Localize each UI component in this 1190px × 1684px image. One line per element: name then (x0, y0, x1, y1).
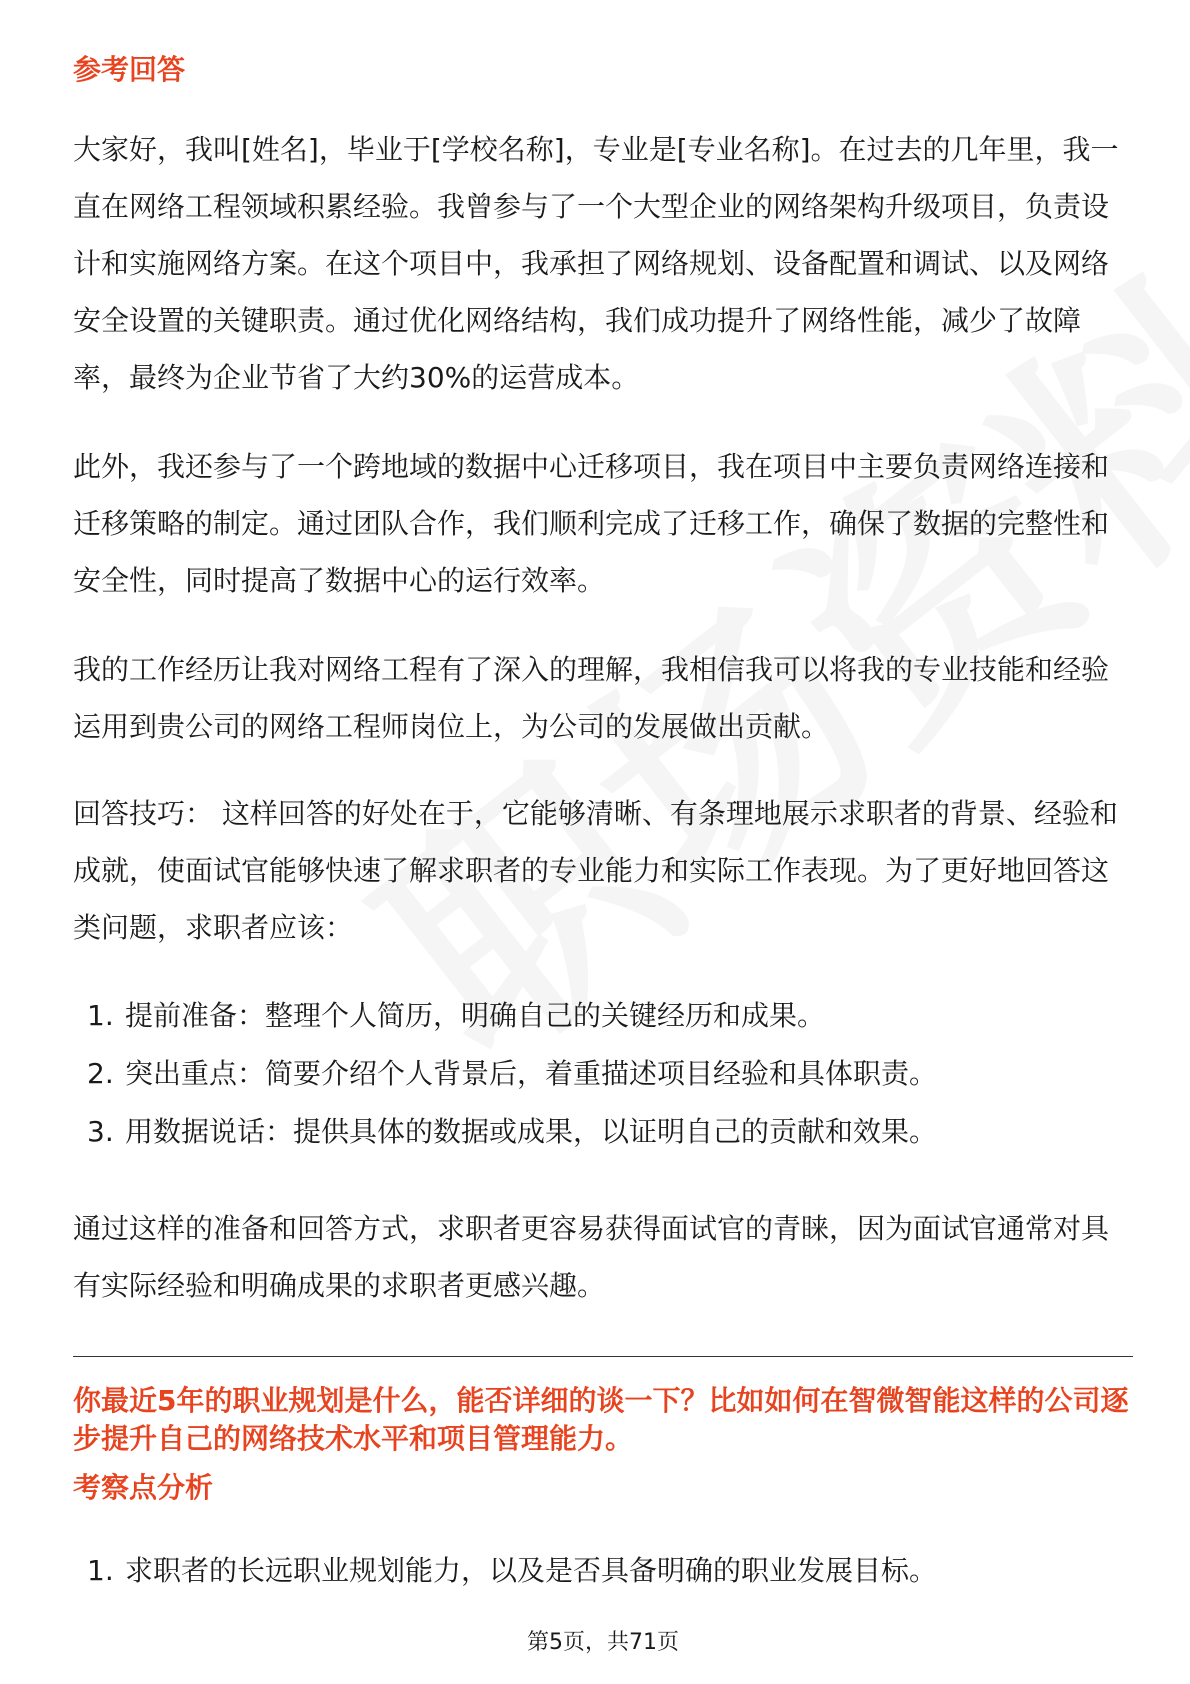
paragraph-migration: 此外，我还参与了一个跨地域的数据中心迁移项目，我在项目中主要负责网络连接和迁移策略的制定。通过团队合作，我们顺利完成了迁移工作，确保了数据的完整性和安全性，同时提高了数据中心的运行效率。 (73, 450, 1110, 597)
section-divider (73, 1356, 1133, 1357)
paragraph-summary: 我的工作经历让我对网络工程有了深入的理解，我相信我可以将我的专业技能和经验运用到贵公司的网络工程师岗位上，为公司的发展做出贡献。 (73, 653, 1110, 743)
list-item-number: 1. (87, 1554, 114, 1587)
section-title-analysis: 考察点分析 (73, 1471, 214, 1504)
document-page (73, 0, 1133, 1684)
list-item (73, 1542, 1133, 1600)
analysis-list (73, 1542, 1133, 1600)
question-heading: 你最近5年的职业规划是什么，能否详细的谈一下？比如如何在智微智能这样的公司逐步提升自己的网络技术水平和项目管理能力。 (73, 1384, 1129, 1455)
list-item (73, 987, 1133, 1045)
list-item-text: 用数据说话：提供具体的数据或成果，以证明自己的贡献和效果。 (125, 1115, 938, 1148)
paragraph-conclusion: 通过这样的准备和回答方式，求职者更容易获得面试官的青睐，因为面试官通常对具有实际经验和明确成果的求职者更感兴趣。 (73, 1212, 1110, 1302)
paragraph-tips: 回答技巧： 这样回答的好处在于，它能够清晰、有条理地展示求职者的背景、经验和成就，使面试官能够快速了解求职者的专业能力和实际工作表现。为了更好地回答这类问题，求职者应该： (73, 797, 1118, 944)
list-item-number: 3. (87, 1115, 114, 1148)
list-item-text: 突出重点：简要介绍个人背景后，着重描述项目经验和具体职责。 (125, 1057, 938, 1090)
list-item (73, 1045, 1133, 1103)
list-item-number: 1. (87, 999, 114, 1032)
paragraph-intro: 大家好，我叫[姓名]，毕业于[学校名称]，专业是[专业名称]。在过去的几年里，我一直在网络工程领域积累经验。我曾参与了一个大型企业的网络架构升级项目，负责设计和实施网络方案。在这个项目中，我承担了网络规划、设备配置和调试、以及网络安全设置的关键职责。通过优化网络结构，我们成功提升了网络性能，减少了故障率，最终为企业节省了大约30%的运营成本。 (73, 133, 1119, 394)
list-item-text: 求职者的长远职业规划能力，以及是否具备明确的职业发展目标。 (125, 1554, 938, 1587)
tips-list (73, 987, 1133, 1161)
page-footer: 第5页，共71页 (527, 1630, 679, 1655)
list-item-number: 2. (87, 1057, 114, 1090)
list-item (73, 1103, 1133, 1161)
section-title-reference-answer: 参考回答 (73, 53, 186, 86)
list-item-text: 提前准备：整理个人简历，明确自己的关键经历和成果。 (125, 999, 826, 1032)
